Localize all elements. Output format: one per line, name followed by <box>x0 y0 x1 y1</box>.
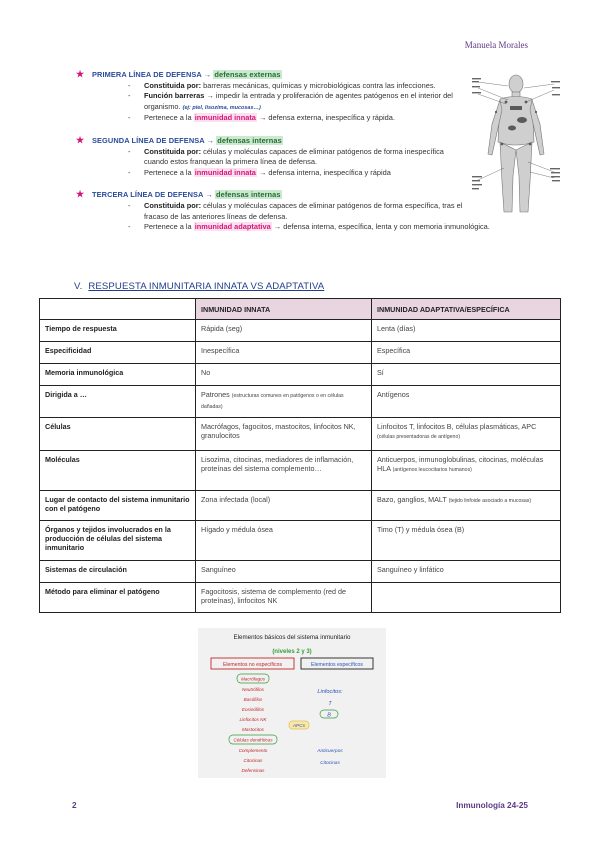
list-item: - Pertenece a la inmunidad adaptativa → defensa interna, específica, lenta y con memoria inmunológica. <box>128 222 490 232</box>
table-row: Moléculas Lisozima, citocinas, mediadores de inflamación, proteínas del sistema complemento… Anticuerpos, inmunoglobulinas, citocinas, moléculas HLA (antígenos leucocitarios humanos) <box>40 451 561 491</box>
list-item: - Pertenece a la inmunidad innata → defensa interna, inespecífica y rápida <box>128 167 391 177</box>
list-item: - Constituida por: células y moléculas capaces de eliminar patógenos de forma específica, tras el fracaso de las anteriores líneas de defensa. <box>128 200 463 221</box>
line-highlight: defensas externas <box>214 70 281 79</box>
table-row: Órganos y tejidos involucrados en la producción de células del sistema inmunitario Hígado y médula ósea Timo (T) y médula ósea (B) <box>40 521 561 561</box>
cell-label: Basófilos <box>243 697 263 702</box>
cell-label: Linfocitos NK <box>239 717 267 722</box>
molecule-label: Citocinas <box>243 758 263 763</box>
table-row: Dirigida a … Patrones (estructuras comunes en patógenos o en células dañadas) Antígenos <box>40 386 561 418</box>
star-icon: ★ <box>76 189 85 200</box>
comparison-table <box>39 298 561 613</box>
line-items <box>128 147 464 179</box>
line-highlight: defensas internas <box>216 190 281 200</box>
table-row: Tiempo de respuesta Rápida (seg) Lenta (días) <box>40 320 561 342</box>
column-header: INMUNIDAD ADAPTATIVA/ESPECÍFICA <box>372 299 561 320</box>
b-cell-label: B <box>327 712 331 719</box>
cell-label: Células dendríticas <box>233 737 273 743</box>
t-cell-label: T <box>328 701 332 707</box>
apc-label: APCs <box>292 724 306 729</box>
first-line-heading <box>76 69 464 81</box>
molecule-label: Anticuerpos <box>317 749 343 754</box>
table-row: Especificidad Inespecífica Específica <box>40 342 561 364</box>
nonspecific-box-label: Elementos no específicos <box>222 662 283 668</box>
line-highlight: defensas internas <box>217 135 282 145</box>
line-items <box>128 81 464 124</box>
diagram-title: Elementos básicos del sistema inmunitario <box>233 634 351 641</box>
cell-label: Eosinófilos <box>241 707 265 712</box>
molecule-label: Complemento <box>238 748 268 753</box>
line-title: SEGUNDA LÍNEA DE DEFENSA <box>92 135 205 145</box>
course-name: Inmunología 24-25 <box>456 801 528 810</box>
second-line-block <box>76 134 464 178</box>
line-title: PRIMERA LÍNEA DE DEFENSA <box>92 70 202 79</box>
defense-lines <box>76 69 490 245</box>
human-body-figure <box>472 72 560 220</box>
diagram-subtitle: (niveles 2 y 3) <box>272 649 312 655</box>
list-item: - Función barreras → impedir la entrada y proliferación de agentes patógenos en el interior del organismo. (ej: piel, lisozima, mucosas…) <box>128 91 453 111</box>
molecule-label: Citocinas <box>320 761 340 766</box>
corner-cell <box>40 299 196 320</box>
list-item: - Constituida por: barreras mecánicas, químicas y microbiológicas contra las infecciones. <box>128 80 436 90</box>
arrow-icon: → <box>203 70 212 79</box>
section-heading: V. RESPUESTA INMUNITARIA INNATA VS ADAPTATIVA <box>74 281 325 292</box>
star-icon: ★ <box>76 134 85 145</box>
third-line-heading <box>76 189 464 201</box>
molecule-label: Defensinas <box>241 768 265 773</box>
second-line-heading <box>76 134 464 147</box>
example-note: (ej: piel, lisozima, mucosas…) <box>182 104 261 111</box>
table-row: Método para eliminar el patógeno Fagocitosis, sistema de complemento (red de proteínas), linfocitos NK <box>40 583 561 613</box>
immune-elements-diagram <box>198 628 386 778</box>
third-line-block <box>76 189 490 232</box>
list-item: - Constituida por: células y moléculas capaces de eliminar patógenos de forma inespecífica cuando estos franquean la primera línea de defensa. <box>128 146 444 167</box>
table-row: Memoria inmunológica No Sí <box>40 364 561 386</box>
cell-label: Mastocitos <box>242 727 264 732</box>
arrow-icon: → <box>205 190 213 200</box>
author-name: Manuela Morales <box>464 40 528 50</box>
table-row: Lugar de contacto del sistema inmunitario con el patógeno Zona infectada (local) Bazo, ganglios, MALT (tejido linfoide asociado a mucosas) <box>40 491 561 521</box>
table-row: Células Macrófagos, fagocitos, mastocitos, linfocitos NK, granulocitos Linfocitos T, linfocitos B, células plasmáticas, APC (células presentadoras de antígeno) <box>40 418 561 451</box>
table-row: Sistemas de circulación Sanguíneo Sanguíneo y linfático <box>40 561 561 583</box>
page-number: 2 <box>72 801 77 810</box>
column-header: INMUNIDAD INNATA <box>196 299 372 320</box>
line-title: TERCERA LÍNEA DE DEFENSA <box>92 190 204 200</box>
table-header-row <box>40 299 561 320</box>
cell-label: Macrófagos <box>240 676 266 682</box>
list-item: - Pertenece a la inmunidad innata → defensa externa, inespecífica y rápida. <box>128 113 395 123</box>
cell-label: Neutrófilos <box>242 687 264 692</box>
star-icon: ★ <box>76 69 85 79</box>
arrow-icon: → <box>206 135 215 145</box>
lymphocytes-label: Linfocitos: <box>317 689 343 695</box>
specific-box-label: Elementos específicos <box>311 662 363 668</box>
first-line-block <box>76 69 464 124</box>
